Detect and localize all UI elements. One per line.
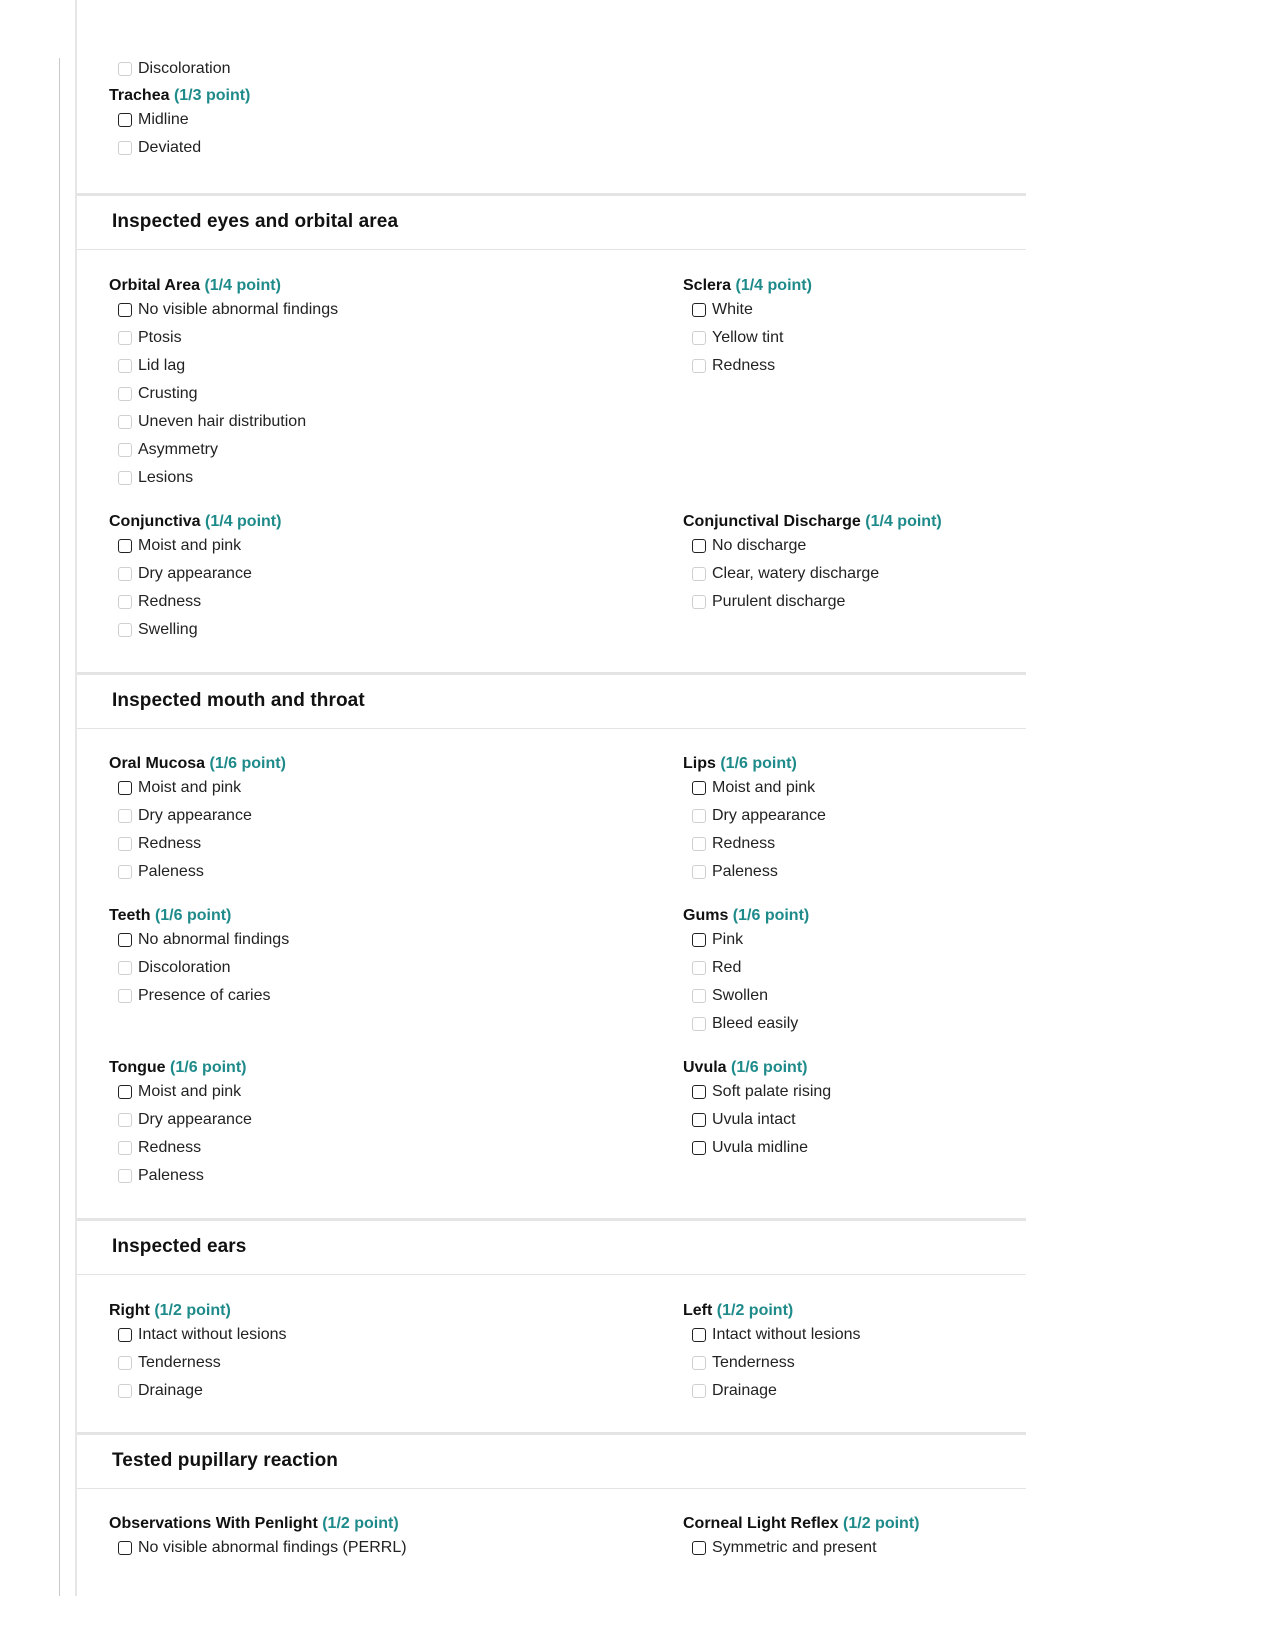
checkbox[interactable] bbox=[118, 809, 132, 823]
option[interactable]: Dry appearance bbox=[692, 802, 826, 830]
group-title: Sclera (1/4 point) bbox=[683, 277, 812, 294]
group-title: Gums (1/6 point) bbox=[683, 907, 810, 924]
group-oral-mucosa bbox=[109, 754, 286, 886]
option[interactable]: Red bbox=[692, 954, 809, 982]
checkbox[interactable] bbox=[692, 865, 706, 879]
checkbox[interactable] bbox=[118, 331, 132, 345]
option-discoloration[interactable]: Discoloration bbox=[118, 55, 230, 83]
option[interactable]: Uneven hair distribution bbox=[118, 408, 338, 436]
checkbox[interactable] bbox=[118, 141, 132, 155]
option[interactable]: Dry appearance bbox=[118, 1106, 252, 1134]
group-title: Trachea (1/3 point) bbox=[109, 87, 251, 104]
checkbox[interactable] bbox=[118, 113, 132, 127]
option[interactable]: Ptosis bbox=[118, 324, 338, 352]
prev-group-tail bbox=[109, 55, 230, 83]
checkbox[interactable] bbox=[118, 1328, 132, 1342]
checkbox[interactable] bbox=[692, 1113, 706, 1127]
option[interactable]: Moist and pink bbox=[118, 774, 286, 802]
option[interactable]: Redness bbox=[692, 830, 826, 858]
checkbox[interactable] bbox=[118, 1384, 132, 1398]
option[interactable]: Symmetric and present bbox=[692, 1534, 919, 1562]
checkbox[interactable] bbox=[692, 567, 706, 581]
checkbox[interactable] bbox=[692, 359, 706, 373]
checkbox[interactable] bbox=[118, 623, 132, 637]
option[interactable]: Dry appearance bbox=[118, 560, 281, 588]
checkbox[interactable] bbox=[692, 961, 706, 975]
option[interactable]: Purulent discharge bbox=[692, 588, 942, 616]
group-title: Conjunctival Discharge (1/4 point) bbox=[683, 513, 942, 530]
section-header-ears bbox=[77, 1218, 1026, 1275]
section-title: Inspected ears bbox=[112, 1236, 247, 1257]
checkbox[interactable] bbox=[692, 1384, 706, 1398]
option[interactable]: Redness bbox=[118, 1134, 252, 1162]
option[interactable]: Pink bbox=[692, 926, 809, 954]
group-title: Teeth (1/6 point) bbox=[109, 907, 232, 924]
checkbox[interactable] bbox=[118, 443, 132, 457]
group-title: Conjunctiva (1/4 point) bbox=[109, 513, 282, 530]
checkbox[interactable] bbox=[118, 1541, 132, 1555]
checkbox[interactable] bbox=[692, 1017, 706, 1031]
checkbox[interactable] bbox=[118, 837, 132, 851]
checkbox[interactable] bbox=[118, 471, 132, 485]
group-trachea bbox=[109, 86, 250, 162]
option[interactable]: Lid lag bbox=[118, 352, 338, 380]
option[interactable]: Paleness bbox=[692, 858, 826, 886]
option[interactable]: No visible abnormal findings bbox=[118, 296, 338, 324]
option[interactable]: Tenderness bbox=[692, 1349, 861, 1377]
checkbox[interactable] bbox=[692, 539, 706, 553]
option[interactable]: Asymmetry bbox=[118, 436, 338, 464]
checkbox[interactable] bbox=[692, 989, 706, 1003]
checkbox[interactable] bbox=[692, 1541, 706, 1555]
checkbox[interactable] bbox=[118, 539, 132, 553]
group-conjunctiva bbox=[109, 512, 281, 644]
checkbox[interactable] bbox=[118, 989, 132, 1003]
checkbox[interactable] bbox=[118, 303, 132, 317]
checkbox[interactable] bbox=[692, 331, 706, 345]
section-title: Inspected mouth and throat bbox=[112, 690, 365, 711]
group-teeth bbox=[109, 906, 289, 1010]
option[interactable]: Bleed easily bbox=[692, 1010, 809, 1038]
option[interactable]: Intact without lesions bbox=[118, 1321, 287, 1349]
checkbox[interactable] bbox=[692, 1141, 706, 1155]
option[interactable]: No abnormal findings bbox=[118, 926, 289, 954]
option[interactable]: No discharge bbox=[692, 532, 942, 560]
option[interactable]: Soft palate rising bbox=[692, 1078, 831, 1106]
section-header-mouth bbox=[77, 672, 1026, 729]
option[interactable]: White bbox=[692, 296, 812, 324]
group-title: Left (1/2 point) bbox=[683, 1302, 794, 1319]
group-uvula bbox=[683, 1058, 831, 1162]
section-title: Inspected eyes and orbital area bbox=[112, 211, 399, 232]
group-orbital-area bbox=[109, 276, 338, 492]
option[interactable]: Redness bbox=[692, 352, 812, 380]
option[interactable]: Discoloration bbox=[118, 954, 289, 982]
group-title: Corneal Light Reflex (1/2 point) bbox=[683, 1515, 920, 1532]
group-title: Oral Mucosa (1/6 point) bbox=[109, 755, 286, 772]
checkbox[interactable] bbox=[118, 387, 132, 401]
option[interactable]: Moist and pink bbox=[118, 532, 281, 560]
option[interactable]: Swollen bbox=[692, 982, 809, 1010]
option-midline[interactable]: Midline bbox=[118, 106, 250, 134]
option[interactable]: Drainage bbox=[118, 1377, 287, 1405]
group-lips bbox=[683, 754, 826, 886]
checkbox[interactable] bbox=[118, 1169, 132, 1183]
form-content bbox=[75, 0, 1024, 1596]
checkbox[interactable] bbox=[118, 1085, 132, 1099]
option[interactable]: Uvula midline bbox=[692, 1134, 831, 1162]
checkbox[interactable] bbox=[692, 1328, 706, 1342]
checkbox[interactable] bbox=[692, 303, 706, 317]
option[interactable]: Paleness bbox=[118, 1162, 252, 1190]
group-sclera bbox=[683, 276, 812, 380]
option[interactable]: Clear, watery discharge bbox=[692, 560, 942, 588]
checkbox[interactable] bbox=[118, 62, 132, 76]
checkbox[interactable] bbox=[692, 1085, 706, 1099]
group-ear-right bbox=[109, 1301, 287, 1405]
checkbox[interactable] bbox=[118, 961, 132, 975]
checkbox[interactable] bbox=[692, 595, 706, 609]
checkbox[interactable] bbox=[118, 1356, 132, 1370]
group-penlight bbox=[109, 1514, 407, 1562]
option[interactable]: Moist and pink bbox=[118, 1078, 252, 1106]
option[interactable]: Redness bbox=[118, 588, 281, 616]
option[interactable]: Redness bbox=[118, 830, 286, 858]
group-corneal-light-reflex bbox=[683, 1514, 919, 1562]
option[interactable]: Crusting bbox=[118, 380, 338, 408]
checkbox[interactable] bbox=[118, 1113, 132, 1127]
option[interactable]: No visible abnormal findings (PERRL) bbox=[118, 1534, 407, 1562]
group-title: Tongue (1/6 point) bbox=[109, 1059, 247, 1076]
page-left-rule bbox=[59, 58, 60, 1596]
option-deviated[interactable]: Deviated bbox=[118, 134, 250, 162]
option[interactable]: Lesions bbox=[118, 464, 338, 492]
group-title: Observations With Penlight (1/2 point) bbox=[109, 1515, 399, 1532]
checkbox[interactable] bbox=[118, 359, 132, 373]
checkbox[interactable] bbox=[692, 933, 706, 947]
checkbox[interactable] bbox=[692, 837, 706, 851]
checkbox[interactable] bbox=[118, 865, 132, 879]
option[interactable]: Dry appearance bbox=[118, 802, 286, 830]
option[interactable]: Moist and pink bbox=[692, 774, 826, 802]
section-header-pupillary bbox=[77, 1432, 1026, 1489]
checkbox[interactable] bbox=[118, 415, 132, 429]
group-ear-left bbox=[683, 1301, 861, 1405]
group-title: Orbital Area (1/4 point) bbox=[109, 277, 281, 294]
group-tongue bbox=[109, 1058, 252, 1190]
checkbox[interactable] bbox=[692, 781, 706, 795]
section-title: Tested pupillary reaction bbox=[112, 1450, 338, 1471]
checkbox[interactable] bbox=[118, 1141, 132, 1155]
checkbox[interactable] bbox=[692, 809, 706, 823]
option[interactable]: Presence of caries bbox=[118, 982, 289, 1010]
option[interactable]: Yellow tint bbox=[692, 324, 812, 352]
group-gums bbox=[683, 906, 809, 1038]
checkbox[interactable] bbox=[118, 595, 132, 609]
option[interactable]: Drainage bbox=[692, 1377, 861, 1405]
section-header-eyes bbox=[77, 193, 1026, 250]
group-title: Lips (1/6 point) bbox=[683, 755, 797, 772]
group-conjunctival-discharge bbox=[683, 512, 942, 616]
option[interactable]: Intact without lesions bbox=[692, 1321, 861, 1349]
option[interactable]: Swelling bbox=[118, 616, 281, 644]
checkbox[interactable] bbox=[118, 567, 132, 581]
checkbox[interactable] bbox=[118, 933, 132, 947]
option[interactable]: Paleness bbox=[118, 858, 286, 886]
checkbox[interactable] bbox=[692, 1356, 706, 1370]
option[interactable]: Tenderness bbox=[118, 1349, 287, 1377]
group-title: Uvula (1/6 point) bbox=[683, 1059, 808, 1076]
checkbox[interactable] bbox=[118, 781, 132, 795]
option[interactable]: Uvula intact bbox=[692, 1106, 831, 1134]
group-title: Right (1/2 point) bbox=[109, 1302, 231, 1319]
